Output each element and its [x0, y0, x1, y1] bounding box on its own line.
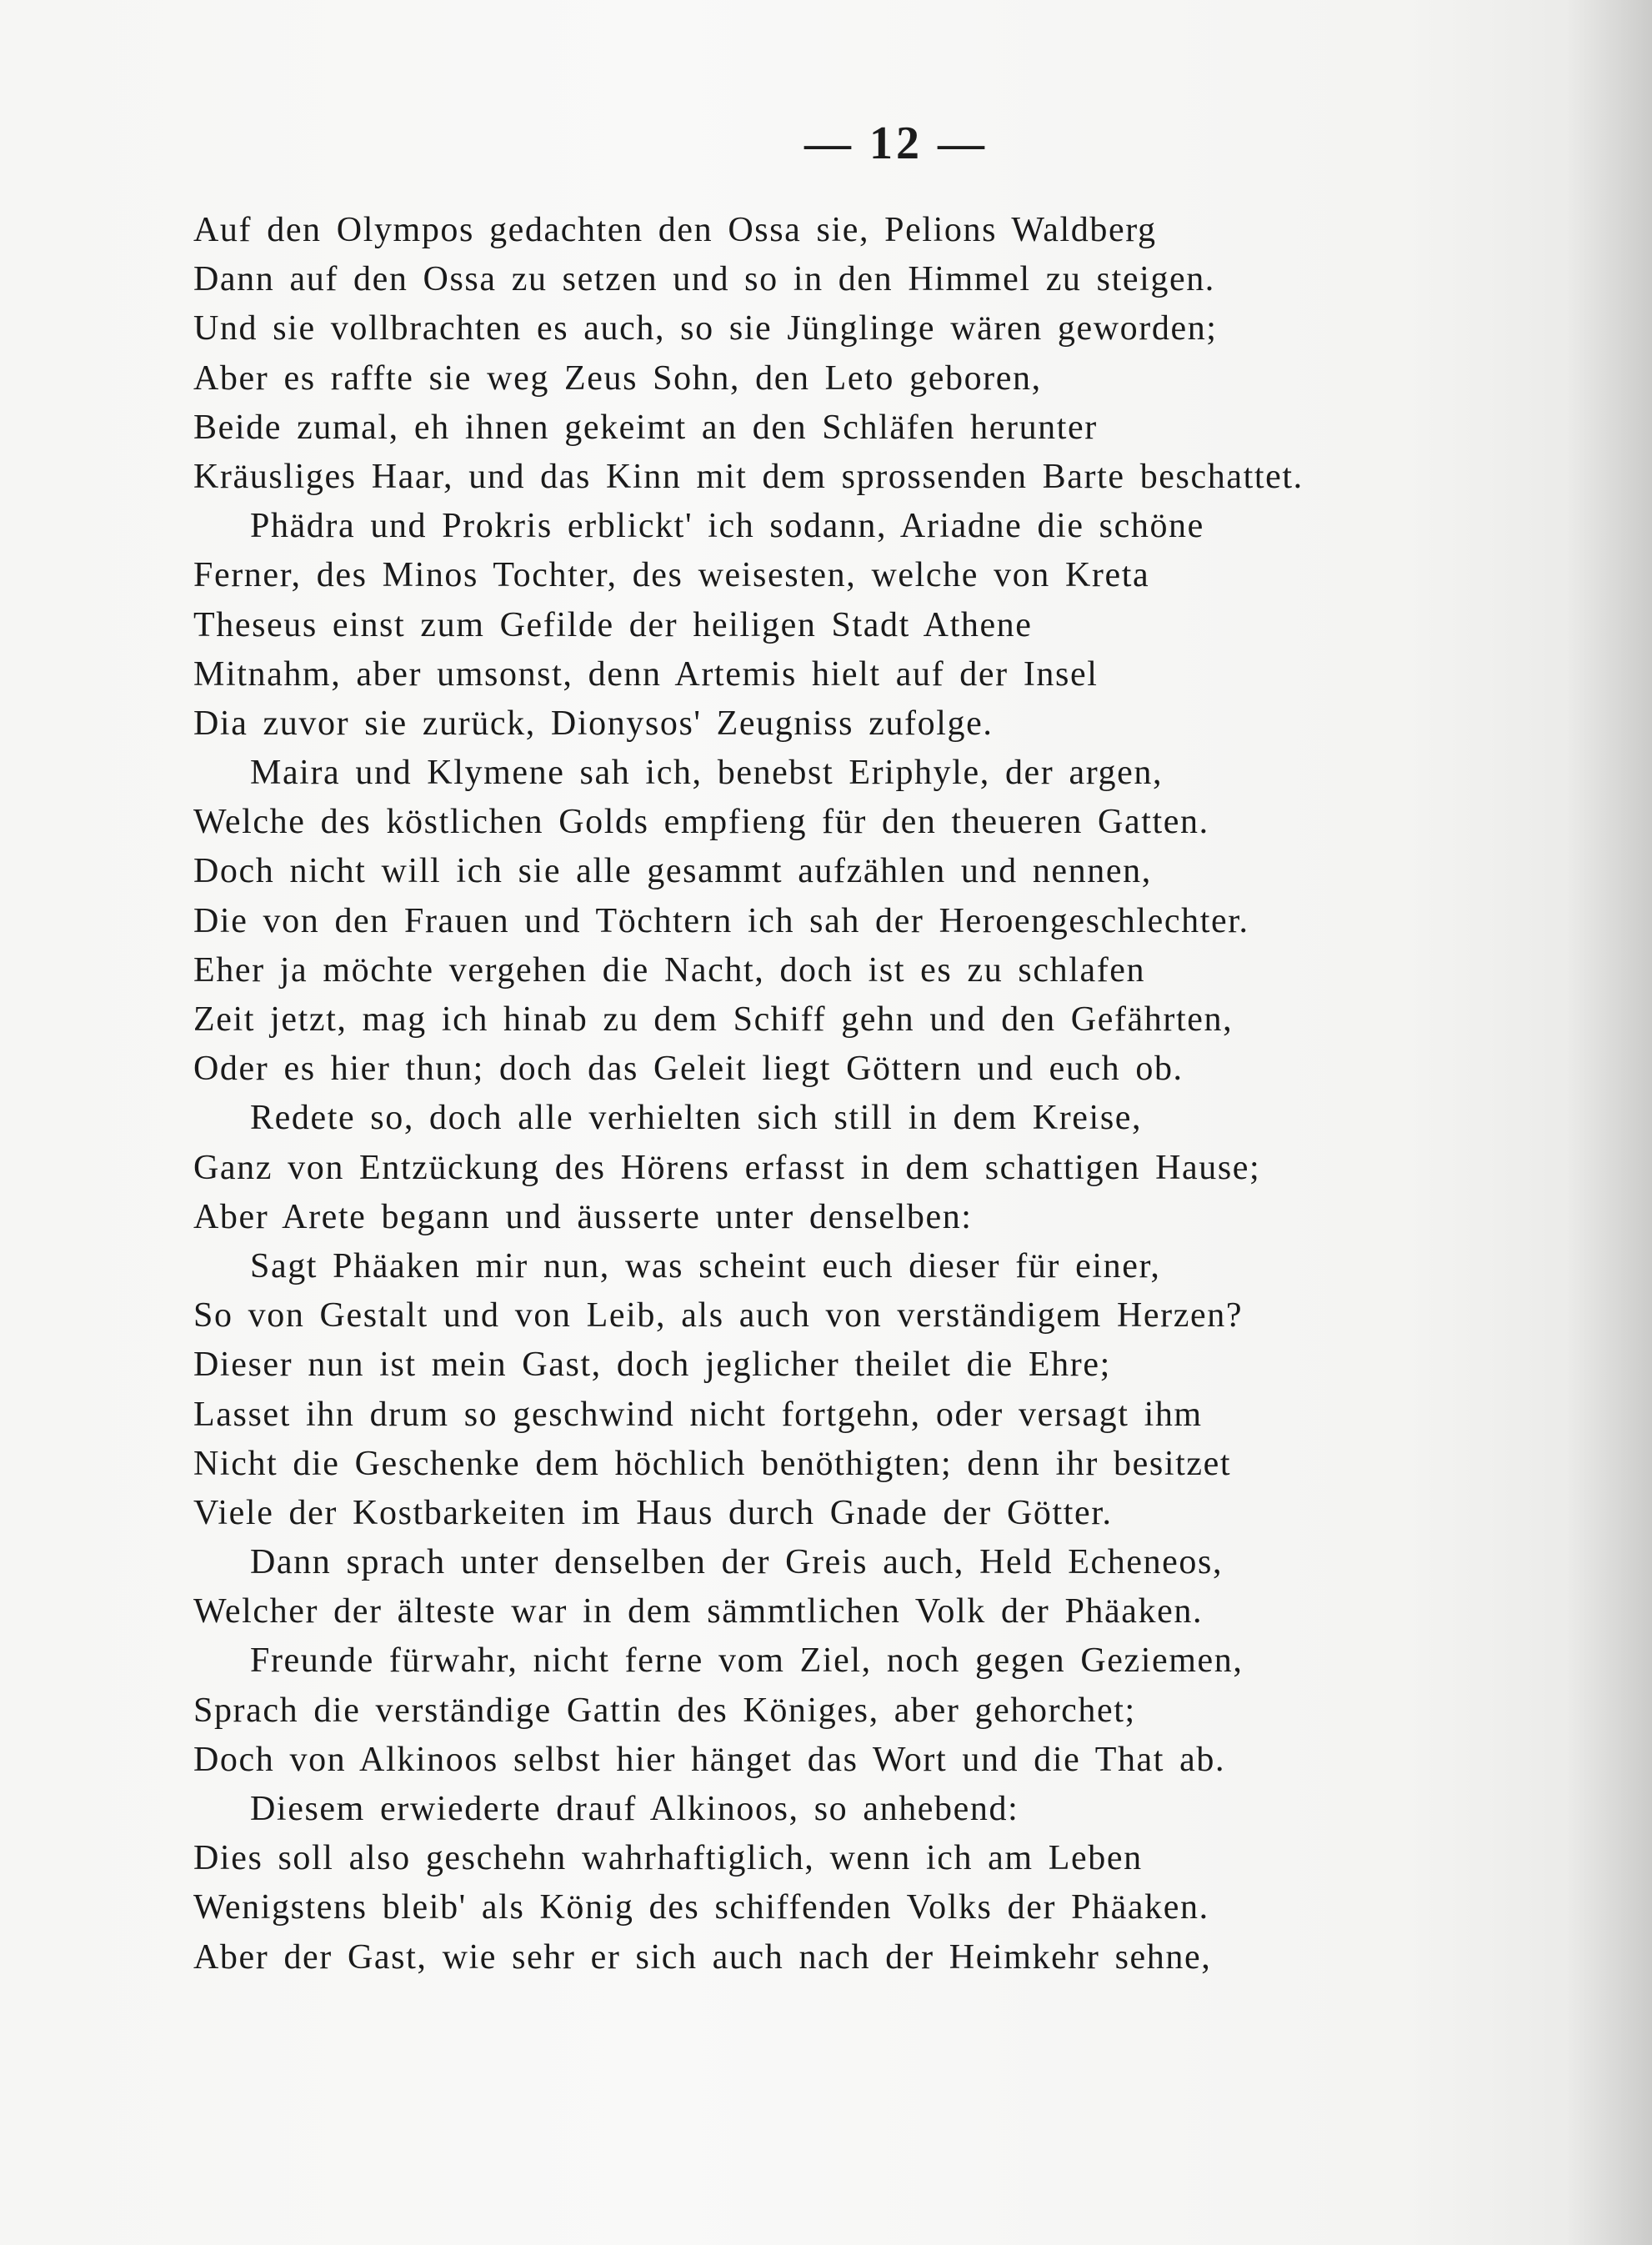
verse-line: Dann sprach unter denselben der Greis auch, Held Echeneos,	[250, 1543, 1224, 1582]
verse-line: Wenigstens bleib' als König des schiffenden Volks der Phäaken.	[193, 1888, 1209, 1927]
verse-line: Kräusliges Haar, und das Kinn mit dem sprossenden Barte beschattet.	[193, 457, 1304, 496]
verse-line: Dann auf den Ossa zu setzen und so in den Himmel zu steigen.	[193, 260, 1215, 299]
verse-line: Theseus einst zum Gefilde der heiligen Stadt Athene	[193, 605, 1033, 644]
verse-line: Welche des köstlichen Golds empfieng für den theueren Gatten.	[193, 803, 1209, 842]
verse-line: Freunde fürwahr, nicht ferne vom Ziel, noch gegen Geziemen,	[250, 1641, 1244, 1681]
verse-line: Phädra und Prokris erblickt' ich sodann, Ariadne die schöne	[250, 507, 1204, 546]
verse-line: Welcher der älteste war in dem sämmtlichen Volk der Phäaken.	[193, 1592, 1204, 1631]
verse-line: Lasset ihn drum so geschwind nicht fortgehn, oder versagt ihm	[193, 1395, 1203, 1434]
page-edge-shadow	[1567, 0, 1652, 2245]
verse-line: Aber der Gast, wie sehr er sich auch nach der Heimkehr sehne,	[193, 1937, 1212, 1977]
verse-line: Dieser nun ist mein Gast, doch jeglicher theilet die Ehre;	[193, 1345, 1111, 1385]
page-number: — 12 —	[804, 118, 988, 169]
verse-line: Ganz von Entzückung des Hörens erfasst in dem schattigen Hause;	[193, 1148, 1261, 1187]
verse-line: Maira und Klymene sah ich, benebst Eriphyle, der argen,	[250, 754, 1164, 793]
verse-line: Eher ja möchte vergehen die Nacht, doch ist es zu schlafen	[193, 950, 1146, 990]
verse-line: Doch nicht will ich sie alle gesammt aufzählen und nennen,	[193, 852, 1152, 891]
verse-line: Ferner, des Minos Tochter, des weisesten, welche von Kreta	[193, 556, 1150, 595]
verse-line: Und sie vollbrachten es auch, so sie Jünglinge wären geworden;	[193, 309, 1218, 348]
verse-line: Beide zumal, eh ihnen gekeimt an den Schläfen herunter	[193, 408, 1098, 447]
verse-line: Dies soll also geschehn wahrhaftiglich, wenn ich am Leben	[193, 1839, 1143, 1878]
verse-line: Sprach die verständige Gattin des Königes, aber gehorchet;	[193, 1691, 1136, 1730]
verse-line: Zeit jetzt, mag ich hinab zu dem Schiff gehn und den Gefährten,	[193, 1000, 1234, 1039]
verse-line: Sagt Phäaken mir nun, was scheint euch dieser für einer,	[250, 1246, 1161, 1285]
verse-line: Aber es raffte sie weg Zeus Sohn, den Leto geboren,	[193, 358, 1042, 398]
verse-line: Doch von Alkinoos selbst hier hänget das Wort und die That ab.	[193, 1740, 1226, 1779]
verse-line: So von Gestalt und von Leib, als auch von verständigem Herzen?	[193, 1296, 1244, 1335]
verse-line: Die von den Frauen und Töchtern ich sah der Heroengeschlechter.	[193, 901, 1249, 940]
verse-line: Mitnahm, aber umsonst, denn Artemis hielt auf der Insel	[193, 654, 1099, 694]
verse-line: Dia zuvor sie zurück, Dionysos' Zeugniss zufolge.	[193, 704, 994, 743]
verse-text-block	[193, 206, 1544, 1982]
verse-line: Diesem erwiederte drauf Alkinoos, so anhebend:	[250, 1790, 1019, 1828]
verse-line: Viele der Kostbarkeiten im Haus durch Gnade der Götter.	[193, 1493, 1113, 1532]
verse-line: Redete so, doch alle verhielten sich still in dem Kreise,	[250, 1099, 1143, 1138]
verse-line: Oder es hier thun; doch das Geleit liegt Göttern und euch ob.	[193, 1050, 1184, 1089]
verse-line: Aber Arete begann und äusserte unter denselben:	[193, 1197, 973, 1236]
verse-line: Nicht die Geschenke dem höchlich benöthigten; denn ihr besitzet	[193, 1444, 1232, 1483]
verse-line: Auf den Olympos gedachten den Ossa sie, Pelions Waldberg	[193, 211, 1157, 249]
